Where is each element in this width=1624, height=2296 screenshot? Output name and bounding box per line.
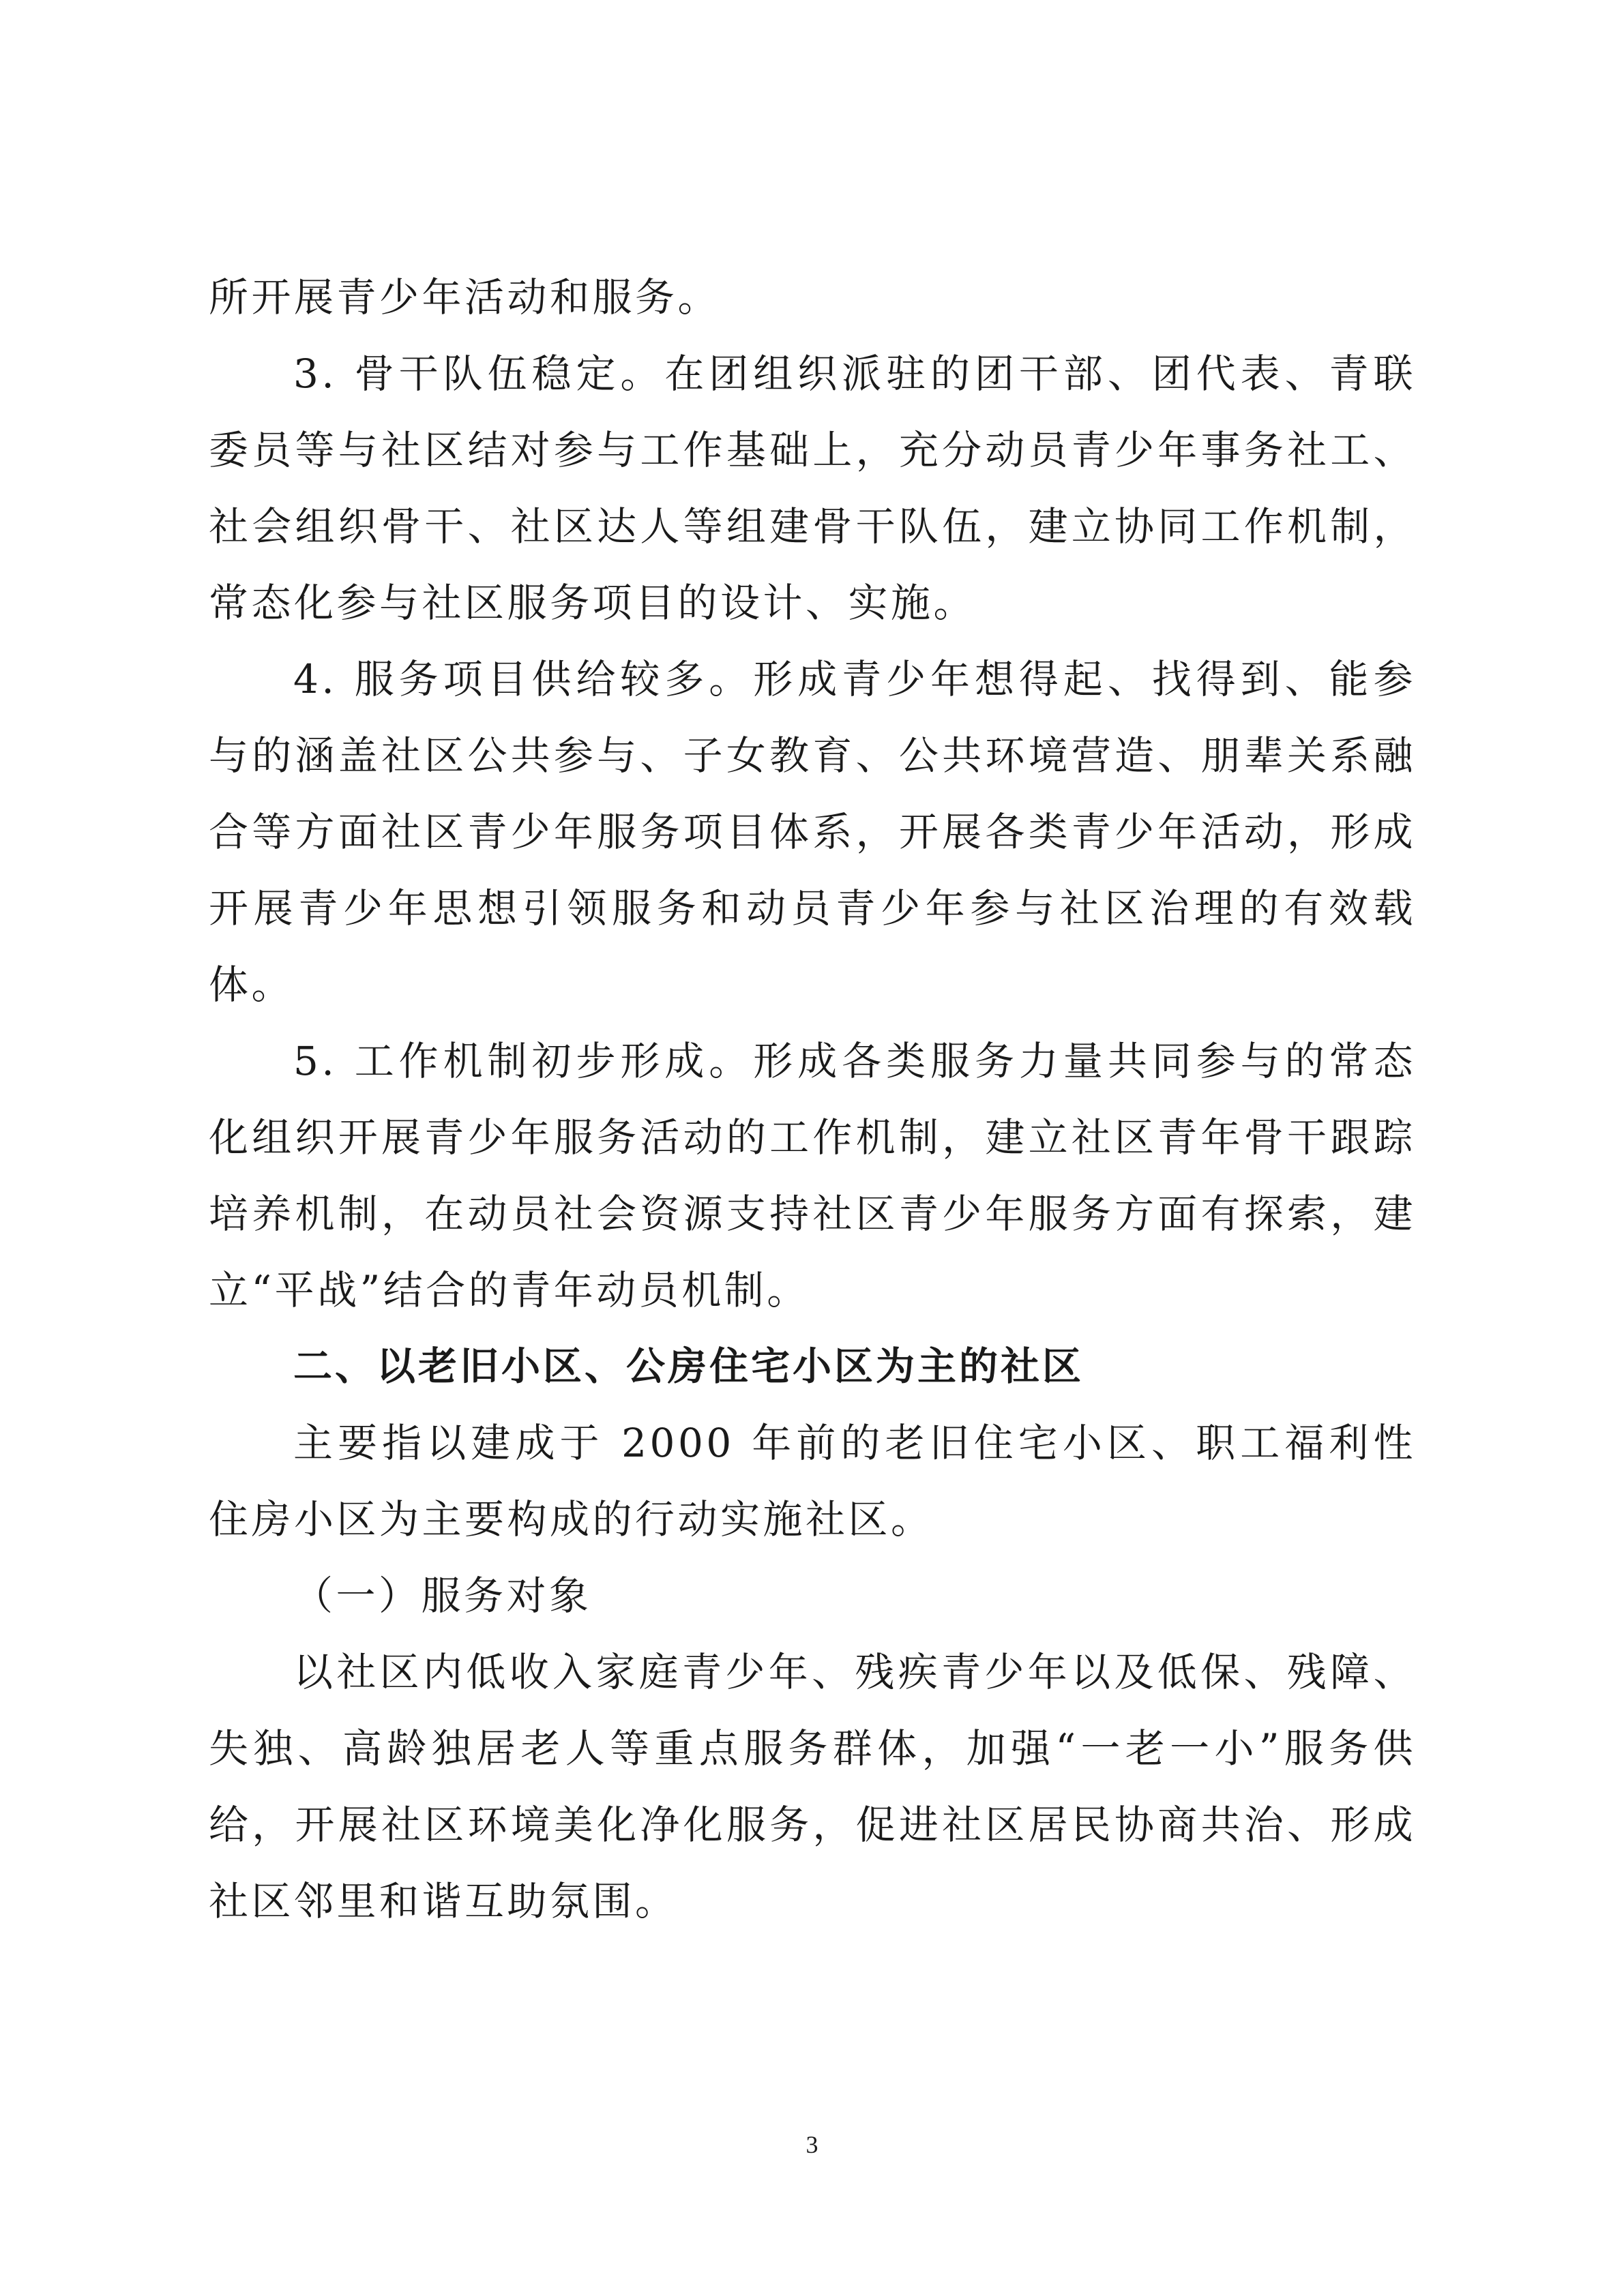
section-heading: 二、以老旧小区、公房住宅小区为主的社区 [293, 1344, 1084, 1389]
document-body [209, 259, 1416, 1939]
subsection-body: 以社区内低收入家庭青少年、残疾青少年以及低保、残障、失独、高龄独居老人等重点服务群体，加强“一老一小”服务供给，开展社区环境美化净化服务，促进社区居民协商共治、形成社区邻里和谐互助氛围。 [209, 1649, 1416, 1924]
paragraph-continuation: 所开展青少年活动和服务。 [209, 274, 721, 320]
paragraph-item-3: 3. 骨干队伍稳定。在团组织派驻的团干部、团代表、青联委员等与社区结对参与工作基础上，充分动员青少年事务社工、社会组织骨干、社区达人等组建骨干队伍，建立协同工作机制，常态化参与社区服务项目的设计、实施。 [209, 351, 1416, 626]
paragraph-item-5: 5. 工作机制初步形成。形成各类服务力量共同参与的常态化组织开展青少年服务活动的工作机制，建立社区青年骨干跟踪培养机制，在动员社会资源支持社区青少年服务方面有探索，建立“平战”结合的青年动员机制。 [209, 1038, 1416, 1313]
subsection-heading: （一）服务对象 [293, 1572, 592, 1619]
page-number: 3 [806, 2131, 818, 2158]
section-intro: 主要指以建成于 2000 年前的老旧住宅小区、职工福利性住房小区为主要构成的行动实施社区。 [209, 1420, 1416, 1542]
paragraph-item-4: 4. 服务项目供给较多。形成青少年想得起、找得到、能参与的涵盖社区公共参与、子女教育、公共环境营造、朋辈关系融合等方面社区青少年服务项目体系，开展各类青少年活动，形成开展青少年思想引领服务和动员青少年参与社区治理的有效载体。 [209, 656, 1416, 1008]
